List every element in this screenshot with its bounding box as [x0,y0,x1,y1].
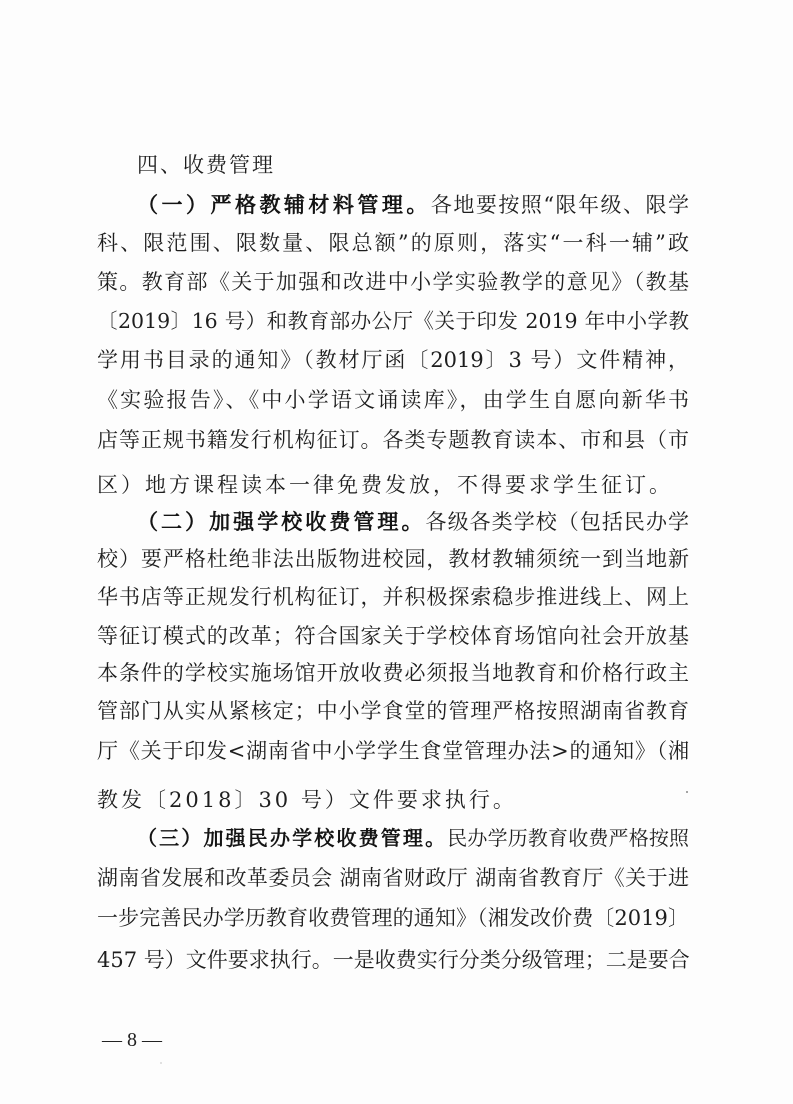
paragraph-2-lead: （二）加强学校收费管理。 [137,509,426,534]
paragraph-2-line-7: 厅《关于印发<湖南省中小学学生食堂管理办法>的通知》（湘 [97,739,689,763]
paragraph-3-line-1 [137,823,689,853]
scan-speck [160,1062,162,1064]
paragraph-2-text: 各级各类学校（包括民办学 [425,510,690,534]
page-number: — 8 — [102,1029,162,1051]
scan-speck [686,791,688,793]
paragraph-2-line-1 [137,507,689,537]
paragraph-3-line-2: 湖南省发展和改革委员会 湖南省财政厅 湖南省教育厅《关于进 [97,866,689,890]
paragraph-1-line-5: 学用书目录的通知》（教材厅函〔2019〕3 号）文件精神， [97,348,689,372]
paragraph-3-line-4: 457 号）文件要求执行。一是收费实行分类分级管理；二是要合 [97,948,690,972]
paragraph-2-line-8: 教发〔2018〕30 号）文件要求执行。 [97,788,517,812]
paragraph-1-line-4: 〔2019〕16 号）和教育部办公厅《关于印发 2019 年中小学教 [97,309,689,333]
paragraph-1-text: 各地要按照“限年级、限学 [430,193,689,217]
paragraph-1-line-3: 策。教育部《关于加强和改进中小学实验教学的意见》（教基 [97,270,689,294]
paragraph-2-line-6: 管部门从实从紧核定；中小学食堂的管理严格按照湖南省教育 [97,699,689,723]
paragraph-2-line-2: 校）要严格杜绝非法出版物进校园，教材教辅须统一到当地新 [97,547,689,571]
paragraph-1-line-2: 科、限范围、限数量、限总额”的原则，落实“一科一辅”政 [97,231,689,255]
paragraph-3-line-3: 一步完善民办学历教育收费管理的通知》（湘发改价费〔2019〕 [97,906,689,930]
paragraph-2-line-4: 等征订模式的改革；符合国家关于学校体育场馆向社会开放基 [97,624,689,648]
paragraph-1-line-7: 店等正规书籍发行机构征订。各类专题教育读本、市和县（市 [97,428,689,452]
paragraph-1-lead: （一）严格教辅材料管理。 [137,192,431,217]
paragraph-1-line-1 [137,190,689,220]
section-heading: 四、收费管理 [137,153,275,177]
paragraph-2-line-5: 本条件的学校实施场馆开放收费必须报当地教育和价格行政主 [97,661,689,685]
paragraph-1-line-8: 区）地方课程读本一律免费发放，不得要求学生征订。 [97,473,673,497]
paragraph-2-line-3: 华书店等正规发行机构征订，并积极探索稳步推进线上、网上 [97,585,689,609]
paragraph-3-lead: （三）加强民办学校收费管理。 [137,826,448,850]
paragraph-3-text: 民办学历教育收费严格按照 [447,826,690,850]
paragraph-1-line-6: 《实验报告》、《中小学语文诵读库》，由学生自愿向新华书 [97,388,689,412]
scan-speck [520,528,522,530]
